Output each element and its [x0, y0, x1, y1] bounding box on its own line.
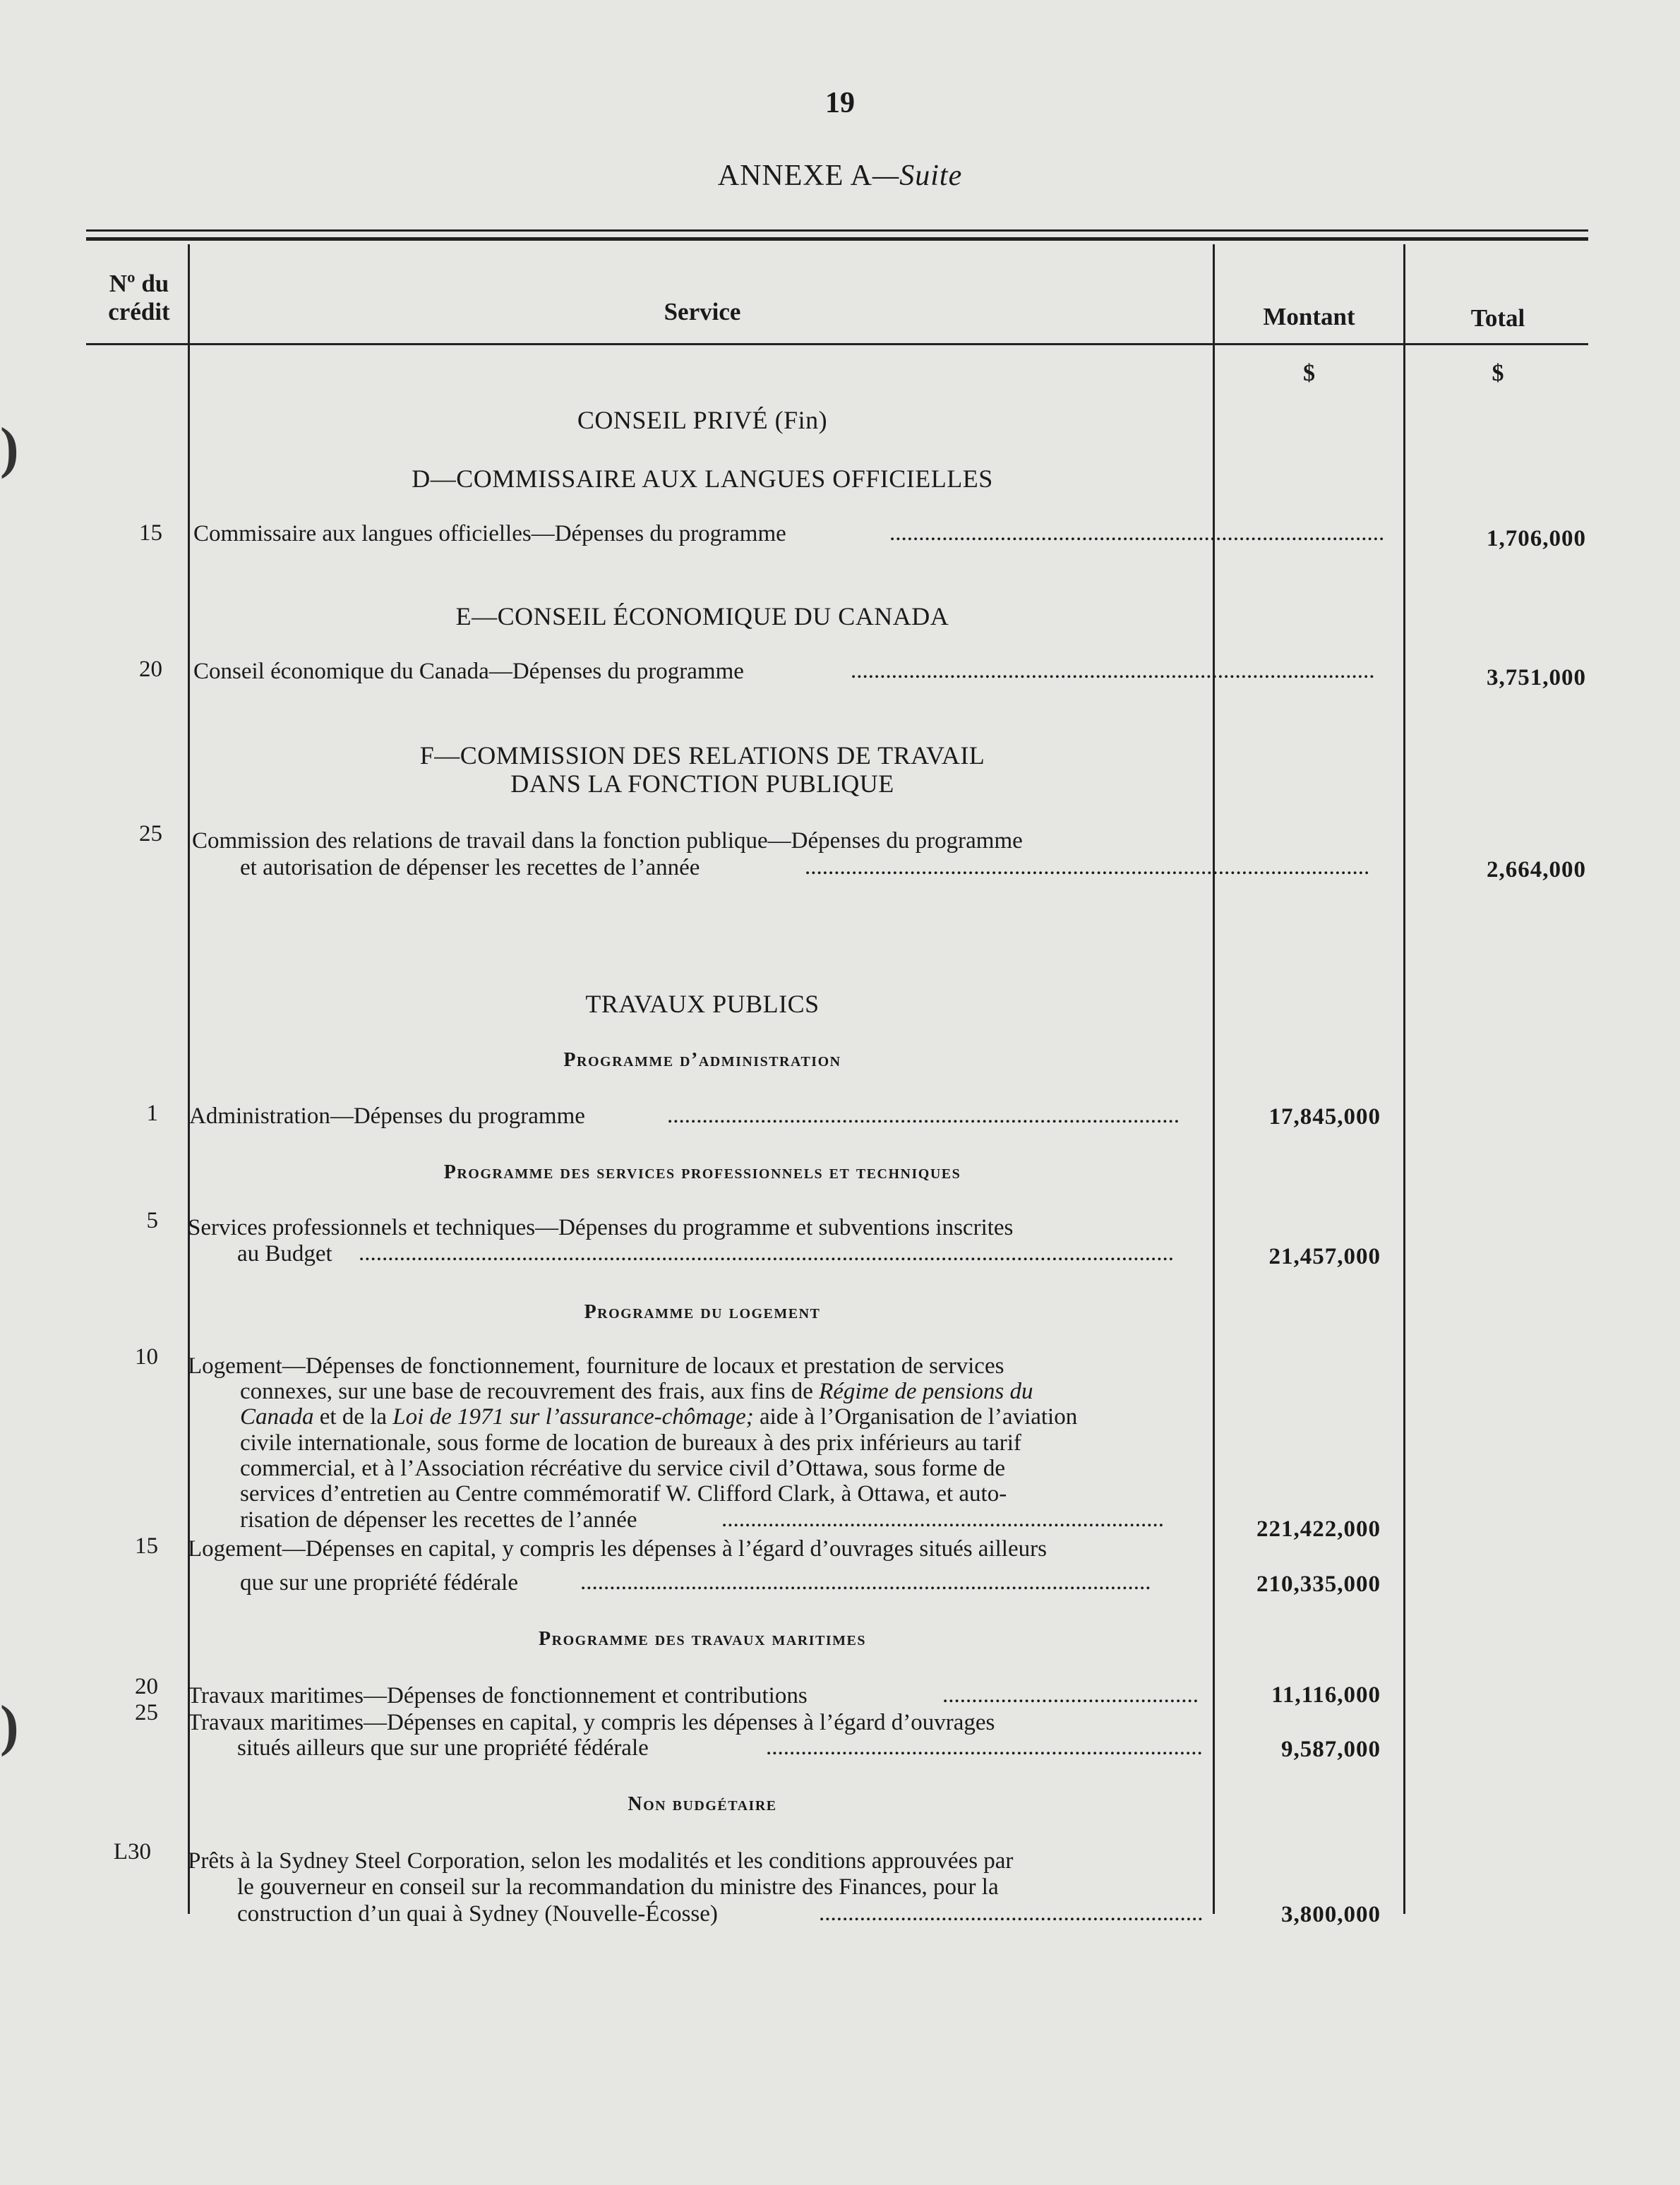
montant-amount: 21,457,000	[1268, 1244, 1381, 1269]
top-double-rule-1	[86, 229, 1588, 232]
credit-number: 5	[146, 1208, 158, 1233]
program-title-services: Programme des services professionnels et techniques	[443, 1161, 961, 1183]
col-service-header: Service	[664, 298, 741, 325]
section-title-relations-travail: F—COMMISSION DES RELATIONS DE TRAVAIL DANS LA FONCTION PUBLIQUE	[419, 741, 985, 798]
credit-number: 25	[139, 821, 162, 846]
col-montant-header: Montant	[1263, 303, 1355, 330]
program-title-admin: Programme d’administration	[563, 1049, 841, 1071]
item-description-cont: commercial, et à l’Association récréative du service civil d’Ottawa, sous forme de	[240, 1456, 1005, 1481]
item-description-cont: situés ailleurs que sur une propriété fédérale	[237, 1735, 649, 1761]
item-description: Travaux maritimes—Dépenses de fonctionnement et contributions	[188, 1683, 808, 1708]
annex-suffix: —Suite	[872, 160, 963, 192]
montant-amount: 3,800,000	[1281, 1902, 1381, 1927]
credit-number: 25	[135, 1700, 158, 1725]
item-description: Commissaire aux langues officielles—Dépenses du programme	[193, 521, 786, 546]
credit-number: 15	[135, 1533, 158, 1559]
dot-leader: ........................................................................................	[667, 1103, 1180, 1128]
dot-leader: ............................................................................	[721, 1507, 1164, 1532]
dot-leader: ............................................................................................................................................	[359, 1240, 1174, 1266]
top-double-rule-2	[86, 237, 1588, 241]
total-dollar-sign: $	[1492, 360, 1504, 386]
section-title-conseil-economique: E—CONSEIL ÉCONOMIQUE DU CANADA	[455, 602, 949, 630]
section-title-travaux-publics: TRAVAUX PUBLICS	[585, 990, 820, 1018]
item-description: Conseil économique du Canada—Dépenses du programme	[193, 659, 744, 684]
item-description-cont: civile internationale, sous forme de location de bureaux à des prix inférieurs au tarif	[240, 1430, 1021, 1456]
program-title-logement: Programme du logement	[584, 1301, 821, 1323]
total-amount: 3,751,000	[1487, 665, 1586, 690]
dot-leader: ...........................................................................	[766, 1735, 1203, 1760]
item-description: Administration—Dépenses du programme	[189, 1103, 585, 1129]
montant-column-rule-left	[1213, 244, 1215, 1914]
left-margin-bracket: )	[0, 417, 19, 479]
total-amount: 2,664,000	[1487, 857, 1586, 882]
program-title-non-budgetaire: Non budgétaire	[628, 1793, 777, 1815]
montant-amount: 11,116,000	[1271, 1682, 1381, 1708]
montant-amount: 221,422,000	[1256, 1516, 1381, 1542]
section-title-commissaire: D—COMMISSAIRE AUX LANGUES OFFICIELLES	[412, 465, 993, 493]
montant-dollar-sign: $	[1303, 360, 1315, 386]
montant-column-rule-right	[1403, 244, 1405, 1914]
item-description: Commission des relations de travail dans la fonction publique—Dépenses du programme	[192, 828, 1023, 854]
left-margin-bracket: )	[0, 1695, 19, 1757]
total-amount: 1,706,000	[1487, 526, 1586, 551]
credit-column-rule	[188, 244, 190, 1914]
col-credit-header: Nº du crédit	[108, 270, 170, 325]
item-description-cont: que sur une propriété fédérale	[240, 1570, 518, 1596]
item-description: Prêts à la Sydney Steel Corporation, selon les modalités et les conditions approuvées par	[188, 1848, 1014, 1874]
item-description-cont: et autorisation de dépenser les recettes de l’année	[240, 855, 700, 880]
header-bottom-rule	[86, 343, 1588, 345]
item-description-cont: au Budget	[237, 1241, 332, 1267]
montant-amount: 9,587,000	[1281, 1737, 1381, 1762]
item-description-cont: connexes, sur une base de recouvrement des frais, aux fins de Régime de pensions du	[240, 1379, 1033, 1404]
program-title-maritimes: Programme des travaux maritimes	[539, 1628, 866, 1650]
item-description-cont: construction d’un quai à Sydney (Nouvelle-Écosse)	[237, 1901, 718, 1927]
dot-leader: ..................................................................	[819, 1900, 1204, 1926]
item-description-cont: risation de dépenser les recettes de l’année	[240, 1507, 637, 1533]
dot-leader: ..........................................................................................	[851, 658, 1375, 683]
item-description: Logement—Dépenses de fonctionnement, fourniture de locaux et prestation de services	[188, 1353, 1004, 1379]
item-description-cont: services d’entretien au Centre commémoratif W. Clifford Clark, à Ottawa, et auto-	[240, 1481, 1007, 1507]
item-description: Logement—Dépenses en capital, y compris les dépenses à l’égard d’ouvrages situés ailleurs	[188, 1536, 1047, 1562]
credit-number: 1	[146, 1101, 158, 1126]
item-description-cont: Canada et de la Loi de 1971 sur l’assurance-chômage; aide à l’Organisation de l’aviation	[240, 1404, 1078, 1430]
credit-number: 10	[135, 1344, 158, 1370]
section-title-conseil-prive: CONSEIL PRIVÉ (Fin)	[577, 406, 828, 434]
montant-amount: 210,335,000	[1256, 1572, 1381, 1597]
annex-title: ANNEXE A—Suite	[717, 160, 963, 192]
dot-leader: ..................................................................................................	[580, 1569, 1151, 1595]
dot-leader: .................................................................................................	[805, 854, 1370, 880]
montant-amount: 17,845,000	[1268, 1104, 1381, 1130]
item-description: Services professionnels et techniques—Dépenses du programme et subventions inscrites	[188, 1215, 1014, 1240]
item-description: Travaux maritimes—Dépenses en capital, y compris les dépenses à l’égard d’ouvrages	[188, 1710, 995, 1735]
page-number: 19	[825, 87, 855, 119]
item-description-cont: le gouverneur en conseil sur la recommandation du ministre des Finances, pour la	[237, 1874, 999, 1900]
credit-number: 20	[139, 657, 162, 682]
credit-number: 20	[135, 1674, 158, 1699]
col-total-header: Total	[1470, 304, 1525, 332]
credit-number: L30	[113, 1839, 151, 1864]
credit-number: 15	[139, 520, 162, 546]
dot-leader: .....................................................................................	[889, 520, 1385, 546]
dot-leader: ............................................	[942, 1682, 1199, 1708]
